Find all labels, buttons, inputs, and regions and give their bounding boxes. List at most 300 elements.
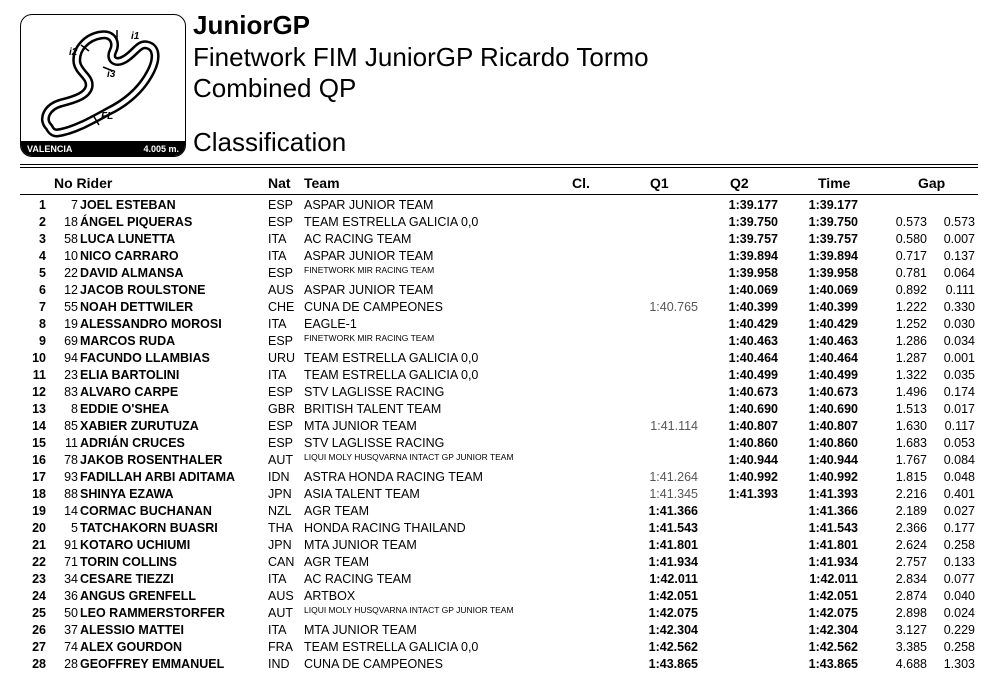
best-time-cell: 1:40.464	[808, 351, 858, 365]
rider-name-cell: ALESSIO MATTEI	[80, 623, 184, 637]
rider-number-cell: 14	[64, 504, 78, 518]
q1-time-cell: 1:42.562	[648, 640, 698, 654]
rider-number-cell: 94	[64, 351, 78, 365]
q2-time-cell: 1:40.860	[728, 436, 778, 450]
rider-number-cell: 28	[64, 657, 78, 671]
best-time-cell: 1:41.366	[808, 504, 858, 518]
interval-cell: 0.084	[943, 453, 975, 467]
best-time-cell: 1:40.992	[808, 470, 858, 484]
interval-cell: 0.024	[943, 606, 975, 620]
position-cell: 7	[39, 300, 46, 314]
best-time-cell: 1:40.807	[808, 419, 858, 433]
position-cell: 13	[32, 402, 46, 416]
q1-time-cell: 1:41.114	[650, 419, 698, 433]
rider-number-cell: 37	[64, 623, 78, 637]
table-row	[20, 231, 978, 248]
best-time-cell: 1:40.944	[808, 453, 858, 467]
position-cell: 6	[39, 283, 46, 297]
nationality-cell: ESP	[268, 215, 294, 229]
position-cell: 21	[32, 538, 46, 552]
q2-time-cell: 1:39.958	[728, 266, 778, 280]
gap-cell: 2.366	[895, 521, 927, 535]
rider-number-cell: 69	[64, 334, 78, 348]
gap-cell: 0.892	[895, 283, 927, 297]
interval-cell: 0.258	[943, 538, 975, 552]
col-cl: Cl.	[572, 175, 590, 191]
best-time-cell: 1:39.757	[808, 232, 858, 246]
position-cell: 12	[32, 385, 46, 399]
rider-number-cell: 36	[64, 589, 78, 603]
gap-cell: 2.757	[895, 555, 927, 569]
best-time-cell: 1:42.011	[809, 572, 858, 586]
interval-cell: 0.040	[943, 589, 975, 603]
nationality-cell: ESP	[268, 436, 294, 450]
position-cell: 24	[32, 589, 46, 603]
rider-number-cell: 58	[64, 232, 78, 246]
q2-time-cell: 1:39.750	[728, 215, 778, 229]
table-row	[20, 554, 978, 571]
rider-number-cell: 10	[64, 249, 78, 263]
table-row	[20, 605, 978, 622]
table-row	[20, 350, 978, 367]
col-time: Time	[818, 175, 851, 191]
rider-name-cell: FADILLAH ARBI ADITAMA	[80, 470, 236, 484]
table-row	[20, 265, 978, 282]
q1-time-cell: 1:41.264	[649, 470, 698, 484]
nationality-cell: THA	[268, 521, 293, 535]
q1-time-cell: 1:43.865	[648, 657, 698, 671]
nationality-cell: JPN	[268, 538, 292, 552]
q1-time-cell: 1:42.304	[648, 623, 698, 637]
interval-cell: 0.401	[943, 487, 975, 501]
team-cell: MTA JUNIOR TEAM	[304, 623, 417, 637]
table-row	[20, 469, 978, 486]
table-row	[20, 248, 978, 265]
best-time-cell: 1:40.860	[808, 436, 858, 450]
gap-cell: 1.222	[895, 300, 927, 314]
best-time-cell: 1:41.801	[808, 538, 858, 552]
nationality-cell: URU	[268, 351, 296, 365]
rider-name-cell: NICO CARRARO	[80, 249, 179, 263]
interval-cell: 1.303	[943, 657, 975, 671]
circuit-footer	[21, 141, 185, 156]
rider-name-cell: FACUNDO LLAMBIAS	[80, 351, 210, 365]
table-header	[20, 173, 978, 193]
rider-name-cell: TORIN COLLINS	[80, 555, 177, 569]
rider-number-cell: 18	[64, 215, 78, 229]
table-row	[20, 401, 978, 418]
nationality-cell: IDN	[268, 470, 290, 484]
nationality-cell: ESP	[268, 334, 294, 348]
sector-label: i3	[107, 69, 116, 80]
rider-number-cell: 91	[64, 538, 78, 552]
rider-name-cell: GEOFFREY EMMANUEL	[80, 657, 225, 671]
gap-cell: 1.286	[895, 334, 927, 348]
gap-cell: 2.216	[895, 487, 927, 501]
rider-number-cell: 11	[65, 436, 78, 450]
table-row	[20, 367, 978, 384]
best-time-cell: 1:41.934	[808, 555, 858, 569]
sector-label: i2	[69, 47, 78, 58]
nationality-cell: ITA	[268, 232, 287, 246]
position-cell: 15	[32, 436, 46, 450]
position-cell: 22	[32, 555, 46, 569]
interval-cell: 0.048	[943, 470, 975, 484]
best-time-cell: 1:41.543	[808, 521, 858, 535]
best-time-cell: 1:42.075	[808, 606, 858, 620]
rider-name-cell: EDDIE O'SHEA	[80, 402, 170, 416]
nationality-cell: ESP	[268, 198, 294, 212]
rider-number-cell: 50	[64, 606, 78, 620]
q1-time-cell: 1:42.011	[649, 572, 698, 586]
rider-number-cell: 93	[64, 470, 78, 484]
rider-name-cell: XABIER ZURUTUZA	[80, 419, 199, 433]
table-row	[20, 537, 978, 554]
team-cell: ASIA TALENT TEAM	[304, 487, 420, 501]
circuit-map	[20, 14, 186, 157]
best-time-cell: 1:40.499	[808, 368, 858, 382]
nationality-cell: ESP	[268, 419, 294, 433]
position-cell: 20	[32, 521, 46, 535]
position-cell: 8	[39, 317, 46, 331]
interval-cell: 0.117	[944, 419, 975, 433]
track-layout-icon	[21, 15, 186, 143]
team-cell: HONDA RACING THAILAND	[304, 521, 466, 535]
q1-time-cell: 1:41.543	[648, 521, 698, 535]
rider-name-cell: LEO RAMMERSTORFER	[80, 606, 225, 620]
rider-number-cell: 78	[64, 453, 78, 467]
gap-cell: 1.815	[895, 470, 927, 484]
interval-cell: 0.133	[943, 555, 975, 569]
nationality-cell: AUS	[268, 589, 294, 603]
nationality-cell: ITA	[268, 572, 287, 586]
gap-cell: 1.496	[895, 385, 927, 399]
col-q1: Q1	[650, 175, 669, 191]
team-cell: CUNA DE CAMPEONES	[304, 657, 443, 671]
gap-cell: 0.580	[895, 232, 927, 246]
team-cell: AGR TEAM	[304, 555, 370, 569]
position-cell: 3	[39, 232, 46, 246]
best-time-cell: 1:41.393	[808, 487, 858, 501]
team-cell: TEAM ESTRELLA GALICIA 0,0	[304, 351, 479, 365]
q2-time-cell: 1:40.992	[728, 470, 778, 484]
q1-time-cell: 1:41.345	[649, 487, 698, 501]
table-row	[20, 622, 978, 639]
rider-number-cell: 34	[64, 572, 78, 586]
q1-time-cell: 1:41.801	[648, 538, 698, 552]
sector-label: FL	[101, 111, 114, 122]
nationality-cell: ESP	[268, 266, 294, 280]
rider-name-cell: ALEX GOURDON	[80, 640, 183, 654]
q2-time-cell: 1:40.464	[728, 351, 778, 365]
nationality-cell: AUT	[268, 606, 293, 620]
q2-time-cell: 1:40.807	[728, 419, 778, 433]
rider-number-cell: 22	[64, 266, 78, 280]
classification-table	[20, 197, 978, 673]
best-time-cell: 1:42.562	[808, 640, 858, 654]
rider-name-cell: ALVARO CARPE	[80, 385, 179, 399]
position-cell: 2	[39, 215, 46, 229]
gap-cell: 2.624	[895, 538, 927, 552]
interval-cell: 0.229	[943, 623, 975, 637]
table-row	[20, 333, 978, 350]
rider-name-cell: NOAH DETTWILER	[80, 300, 194, 314]
col-no-rider: No Rider	[54, 175, 113, 191]
q1-time-cell: 1:42.075	[648, 606, 698, 620]
q2-time-cell: 1:40.429	[728, 317, 778, 331]
team-cell: AGR TEAM	[304, 504, 370, 518]
table-row	[20, 639, 978, 656]
table-row	[20, 299, 978, 316]
best-time-cell: 1:39.894	[808, 249, 858, 263]
nationality-cell: GBR	[268, 402, 296, 416]
interval-cell: 0.027	[943, 504, 975, 518]
nationality-cell: AUS	[268, 283, 294, 297]
team-cell: BRITISH TALENT TEAM	[304, 402, 442, 416]
gap-cell: 1.322	[895, 368, 927, 382]
nationality-cell: ITA	[268, 623, 287, 637]
interval-cell: 0.330	[943, 300, 975, 314]
interval-cell: 0.573	[943, 215, 975, 229]
rider-name-cell: TATCHAKORN BUASRI	[80, 521, 218, 535]
q2-time-cell: 1:40.673	[728, 385, 778, 399]
rider-number-cell: 23	[64, 368, 78, 382]
team-cell: AC RACING TEAM	[304, 232, 412, 246]
nationality-cell: CHE	[268, 300, 295, 314]
gap-cell: 4.688	[895, 657, 927, 671]
nationality-cell: ESP	[268, 385, 294, 399]
rider-name-cell: JAKOB ROSENTHALER	[80, 453, 223, 467]
position-cell: 25	[32, 606, 46, 620]
best-time-cell: 1:40.429	[808, 317, 858, 331]
gap-cell: 2.874	[895, 589, 927, 603]
circuit-length: 4.005 m.	[143, 143, 179, 154]
interval-cell: 0.174	[943, 385, 975, 399]
rider-name-cell: DAVID ALMANSA	[80, 266, 184, 280]
best-time-cell: 1:43.865	[808, 657, 858, 671]
col-q2: Q2	[730, 175, 749, 191]
rider-name-cell: JOEL ESTEBAN	[80, 198, 176, 212]
col-team: Team	[304, 175, 340, 191]
table-row	[20, 452, 978, 469]
q2-time-cell: 1:39.757	[728, 232, 778, 246]
sector-label: i1	[131, 31, 140, 42]
best-time-cell: 1:40.673	[808, 385, 858, 399]
nationality-cell: CAN	[268, 555, 295, 569]
interval-cell: 0.001	[943, 351, 975, 365]
table-row	[20, 384, 978, 401]
rider-name-cell: ELIA BARTOLINI	[80, 368, 180, 382]
rider-name-cell: ALESSANDRO MOROSI	[80, 317, 222, 331]
best-time-cell: 1:40.069	[808, 283, 858, 297]
gap-cell: 1.630	[895, 419, 927, 433]
gap-cell: 1.767	[895, 453, 927, 467]
rider-number-cell: 85	[64, 419, 78, 433]
team-cell: TEAM ESTRELLA GALICIA 0,0	[304, 368, 479, 382]
interval-cell: 0.035	[943, 368, 975, 382]
team-cell: STV LAGLISSE RACING	[304, 385, 445, 399]
interval-cell: 0.111	[945, 283, 975, 297]
position-cell: 14	[32, 419, 46, 433]
table-row	[20, 503, 978, 520]
interval-cell: 0.007	[943, 232, 975, 246]
q1-time-cell: 1:41.366	[648, 504, 698, 518]
col-gap: Gap	[918, 175, 946, 191]
best-time-cell: 1:39.750	[808, 215, 858, 229]
nationality-cell: ITA	[268, 249, 287, 263]
rider-number-cell: 8	[71, 402, 78, 416]
rider-number-cell: 7	[71, 198, 78, 212]
rider-name-cell: ÁNGEL PIQUERAS	[80, 215, 193, 229]
team-cell: ARTBOX	[304, 589, 356, 603]
interval-cell: 0.030	[943, 317, 975, 331]
rider-name-cell: CORMAC BUCHANAN	[80, 504, 212, 518]
rider-number-cell: 55	[64, 300, 78, 314]
team-cell: STV LAGLISSE RACING	[304, 436, 445, 450]
table-row	[20, 656, 978, 673]
position-cell: 11	[32, 368, 46, 382]
interval-cell: 0.077	[943, 572, 975, 586]
interval-cell: 0.258	[943, 640, 975, 654]
table-row	[20, 520, 978, 537]
gap-cell: 2.834	[895, 572, 927, 586]
gap-cell: 3.127	[895, 623, 927, 637]
rider-name-cell: ANGUS GRENFELL	[80, 589, 196, 603]
team-cell: ASPAR JUNIOR TEAM	[304, 249, 434, 263]
best-time-cell: 1:40.399	[808, 300, 858, 314]
rider-name-cell: LUCA LUNETTA	[80, 232, 176, 246]
rider-name-cell: ADRIÁN CRUCES	[80, 436, 185, 450]
table-row	[20, 316, 978, 333]
position-cell: 27	[32, 640, 46, 654]
team-cell: TEAM ESTRELLA GALICIA 0,0	[304, 640, 479, 654]
q2-time-cell: 1:40.463	[728, 334, 778, 348]
rider-number-cell: 5	[71, 521, 78, 535]
interval-cell: 0.053	[943, 436, 975, 450]
rider-number-cell: 74	[64, 640, 78, 654]
session-title: Combined QP	[193, 73, 357, 103]
position-cell: 19	[32, 504, 46, 518]
rider-name-cell: CESARE TIEZZI	[80, 572, 174, 586]
q1-time-cell: 1:40.765	[649, 300, 698, 314]
rider-number-cell: 88	[64, 487, 78, 501]
team-cell: MTA JUNIOR TEAM	[304, 419, 417, 433]
interval-cell: 0.137	[943, 249, 975, 263]
best-time-cell: 1:39.958	[808, 266, 858, 280]
best-time-cell: 1:42.051	[808, 589, 858, 603]
gap-cell: 1.252	[895, 317, 927, 331]
gap-cell: 3.385	[895, 640, 927, 654]
team-cell: ASPAR JUNIOR TEAM	[304, 198, 434, 212]
team-cell: LIQUI MOLY HUSQVARNA INTACT GP JUNIOR TEAM	[304, 605, 514, 615]
nationality-cell: NZL	[268, 504, 292, 518]
position-cell: 26	[32, 623, 46, 637]
q2-time-cell: 1:40.690	[728, 402, 778, 416]
position-cell: 9	[39, 334, 46, 348]
gap-cell: 2.189	[895, 504, 927, 518]
circuit-name: VALENCIA	[27, 143, 73, 154]
col-nat: Nat	[268, 175, 291, 191]
divider	[20, 164, 978, 165]
nationality-cell: ITA	[268, 368, 287, 382]
q2-time-cell: 1:39.894	[728, 249, 778, 263]
nationality-cell: AUT	[268, 453, 293, 467]
table-row	[20, 197, 978, 214]
gap-cell: 1.287	[895, 351, 927, 365]
rider-name-cell: KOTARO UCHIUMI	[80, 538, 191, 552]
gap-cell: 1.513	[895, 402, 927, 416]
q2-time-cell: 1:39.177	[728, 198, 778, 212]
document-type: Classification	[193, 127, 347, 157]
gap-cell: 0.717	[895, 249, 927, 263]
gap-cell: 0.781	[895, 266, 927, 280]
gap-cell: 1.683	[895, 436, 927, 450]
table-row	[20, 486, 978, 503]
position-cell: 16	[32, 453, 46, 467]
position-cell: 18	[32, 487, 46, 501]
nationality-cell: IND	[268, 657, 290, 671]
interval-cell: 0.034	[943, 334, 975, 348]
position-cell: 5	[39, 266, 46, 280]
team-cell: TEAM ESTRELLA GALICIA 0,0	[304, 215, 479, 229]
position-cell: 28	[32, 657, 46, 671]
rider-number-cell: 83	[64, 385, 78, 399]
nationality-cell: JPN	[268, 487, 292, 501]
gap-cell: 2.898	[895, 606, 927, 620]
team-cell: FINETWORK MIR RACING TEAM	[304, 333, 435, 343]
table-row	[20, 571, 978, 588]
table-row	[20, 282, 978, 299]
team-cell: ASPAR JUNIOR TEAM	[304, 283, 434, 297]
interval-cell: 0.017	[943, 402, 975, 416]
divider	[20, 167, 978, 168]
table-row	[20, 588, 978, 605]
team-cell: ASTRA HONDA RACING TEAM	[304, 470, 483, 484]
position-cell: 1	[39, 198, 46, 212]
q2-time-cell: 1:40.069	[728, 283, 778, 297]
interval-cell: 0.064	[943, 266, 975, 280]
table-row	[20, 418, 978, 435]
team-cell: CUNA DE CAMPEONES	[304, 300, 443, 314]
position-cell: 10	[32, 351, 46, 365]
interval-cell: 0.177	[943, 521, 975, 535]
rider-number-cell: 71	[64, 555, 78, 569]
rider-name-cell: MARCOS RUDA	[80, 334, 176, 348]
gap-cell: 0.573	[895, 215, 927, 229]
q2-time-cell: 1:40.944	[728, 453, 778, 467]
q2-time-cell: 1:40.399	[728, 300, 778, 314]
best-time-cell: 1:39.177	[808, 198, 858, 212]
rider-name-cell: SHINYA EZAWA	[80, 487, 174, 501]
divider	[20, 194, 978, 195]
best-time-cell: 1:40.690	[808, 402, 858, 416]
q2-time-cell: 1:41.393	[728, 487, 778, 501]
best-time-cell: 1:42.304	[808, 623, 858, 637]
series-title: JuniorGP	[193, 10, 311, 40]
rider-number-cell: 19	[64, 317, 78, 331]
rider-name-cell: JACOB ROULSTONE	[80, 283, 206, 297]
event-title: Finetwork FIM JuniorGP Ricardo Tormo	[193, 42, 649, 72]
nationality-cell: FRA	[268, 640, 293, 654]
nationality-cell: ITA	[268, 317, 287, 331]
position-cell: 17	[32, 470, 46, 484]
table-row	[20, 435, 978, 452]
team-cell: EAGLE-1	[304, 317, 357, 331]
q1-time-cell: 1:42.051	[648, 589, 698, 603]
team-cell: AC RACING TEAM	[304, 572, 412, 586]
position-cell: 23	[32, 572, 46, 586]
position-cell: 4	[39, 249, 46, 263]
